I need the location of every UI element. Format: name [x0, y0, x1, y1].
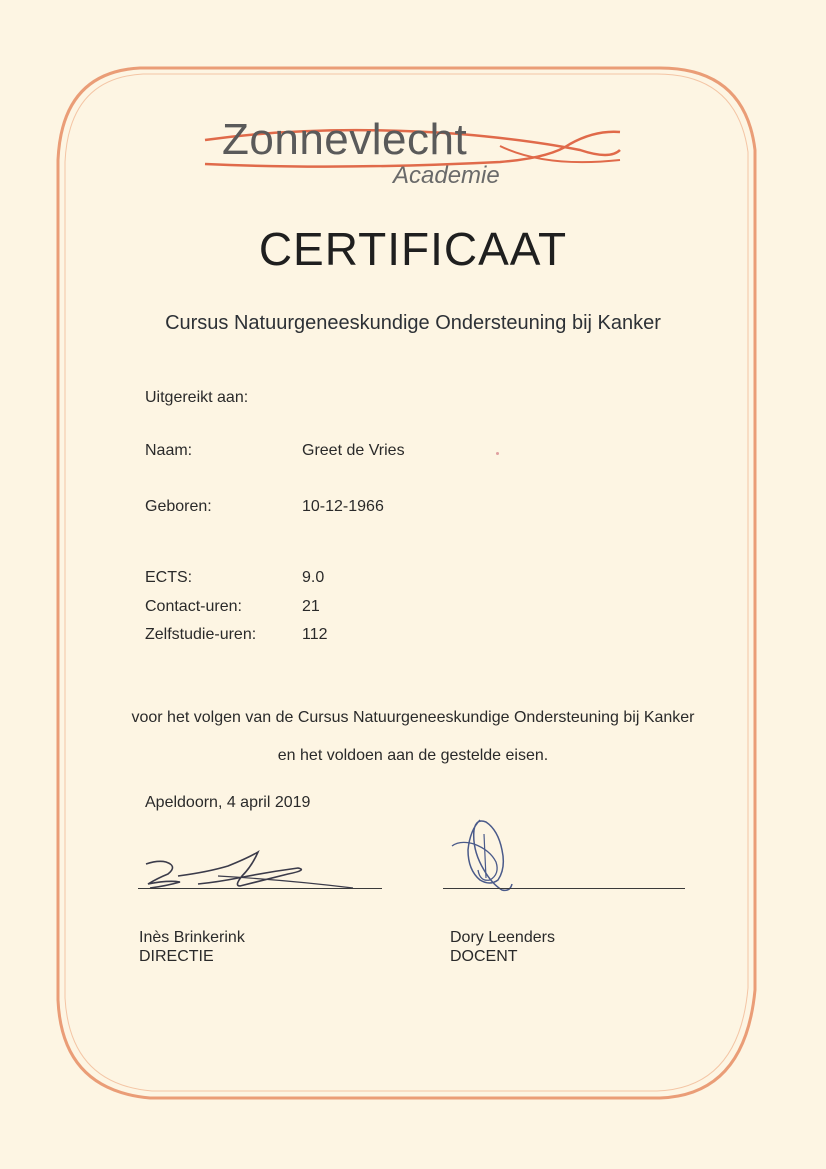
statement-line-1: voor het volgen van de Cursus Natuurgeneeskundige Ondersteuning bij Kanker	[131, 709, 695, 726]
signature-line-director	[138, 888, 382, 889]
born-label: Geboren:	[145, 498, 212, 515]
self-study-hours-value: 112	[302, 626, 328, 643]
logo-name: Zonnevlecht	[222, 115, 468, 164]
place-date: Apeldoorn, 4 april 2019	[145, 794, 311, 811]
signature-teacher	[440, 810, 530, 900]
name-value: Greet de Vries	[302, 442, 405, 459]
director-role: DIRECTIE	[139, 948, 214, 965]
certificate-title: CERTIFICAAT	[258, 223, 568, 275]
contact-hours-value: 21	[302, 598, 320, 615]
stray-mark	[496, 452, 499, 455]
course-title: Cursus Natuurgeneeskundige Ondersteuning bij Kanker	[165, 312, 661, 334]
signature-line-teacher	[443, 888, 685, 889]
statement-line-2: en het voldoen aan de gestelde eisen.	[277, 747, 549, 764]
born-value: 10-12-1966	[302, 498, 384, 515]
ects-value: 9.0	[302, 569, 325, 586]
teacher-role: DOCENT	[450, 948, 518, 965]
logo-subtitle: Academie	[393, 162, 500, 189]
teacher-name: Dory Leenders	[450, 929, 555, 946]
name-label: Naam:	[145, 442, 193, 459]
issued-to-label: Uitgereikt aan:	[145, 389, 249, 406]
contact-hours-label: Contact-uren:	[145, 598, 242, 615]
director-name: Inès Brinkerink	[139, 929, 245, 946]
self-study-hours-label: Zelfstudie-uren:	[145, 626, 257, 643]
ects-label: ECTS:	[145, 569, 193, 586]
